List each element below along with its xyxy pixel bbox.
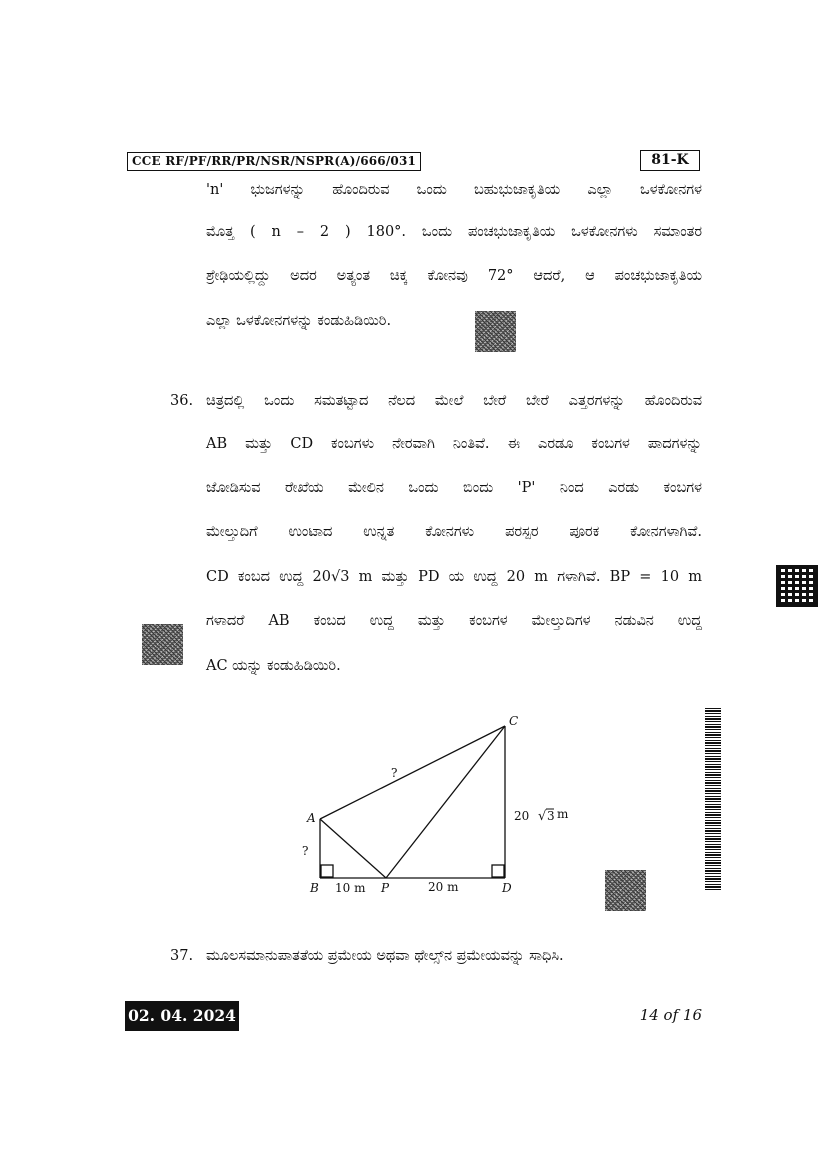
right-angle-marker-b	[321, 865, 333, 877]
q36-line-7: AC ಯನ್ನು ಕಂಡುಹಿಡಿಯಿರಿ.	[206, 658, 341, 674]
barcode	[705, 707, 721, 890]
line-ap	[320, 819, 386, 878]
cd-length-radicand: 3	[547, 809, 555, 823]
qr-code	[776, 565, 818, 607]
q36-line-2: AB ಮತ್ತು CD ಕಂಬಗಳು ನೇರವಾಗಿ ನಿಂತಿವೆ. ಈ ಎರಡೂ ಕಂಬಗಳ ಪಾದಗಳನ್ನು	[206, 436, 702, 452]
q35-line-4: ಎಲ್ಲಾ ಒಳಕೋನಗಳನ್ನು ಕಂಡುಹಿಡಿಯಿರಿ.	[206, 313, 392, 329]
ab-unknown-label: ?	[302, 844, 309, 858]
exam-date: 02. 04. 2024	[125, 1001, 239, 1031]
ac-unknown-label: ?	[391, 766, 398, 780]
bp-length-label: 10 m	[335, 881, 366, 895]
scan-noise-patch	[475, 311, 516, 352]
point-d-label: D	[502, 881, 512, 895]
exam-code: CCE RF/PF/RR/PR/NSR/NSPR(A)/666/031	[127, 152, 421, 171]
point-a-label: A	[307, 811, 316, 825]
cd-length-unit: m	[557, 807, 569, 821]
q35-line-2: ಮೊತ್ತ ( n – 2 ) 180°. ಒಂದು ಪಂಚಭುಜಾಕೃತಿಯ ಒಳಕೋನಗಳು ಸಮಾಂತರ	[206, 224, 702, 240]
q35-line-1: 'n' ಭುಜಗಳನ್ನು ಹೊಂದಿರುವ ಒಂದು ಬಹುಭುಜಾಕೃತಿಯ ಎಲ್ಲಾ ಒಳಕೋನಗಳ	[206, 182, 702, 198]
q36-line-1: ಚಿತ್ರದಲ್ಲಿ ಒಂದು ಸಮತಟ್ಟಾದ ನೆಲದ ಮೇಲೆ ಬೇರೆ ಬೇರೆ ಎತ್ತರಗಳನ್ನು ಹೊಂದಿರುವ	[206, 393, 702, 409]
scan-noise-patch	[605, 870, 646, 911]
point-p-label: P	[381, 881, 390, 895]
cd-length-number: 20	[514, 809, 530, 823]
line-ac	[320, 726, 505, 819]
right-angle-marker-d	[492, 865, 504, 877]
page-number: 14 of 16	[639, 1006, 702, 1024]
question-37-text: ಮೂಲಸಮಾನುಪಾತತೆಯ ಪ್ರಮೇಯ ಅಥವಾ ಥೇಲ್ಸ್‌ನ ಪ್ರಮೇಯವನ್ನು ಸಾಧಿಸಿ.	[206, 948, 564, 964]
q36-line-4: ಮೇಲ್ತುದಿಗೆ ಉಂಟಾದ ಉನ್ನತ ಕೋನಗಳು ಪರಸ್ಪರ ಪೂರಕ ಕೋನಗಳಾಗಿವೆ.	[206, 524, 702, 540]
question-36-number: 36.	[170, 393, 194, 409]
q36-line-6: ಗಳಾದರೆ AB ಕಂಬದ ಉದ್ದ ಮತ್ತು ಕಂಬಗಳ ಮೇಲ್ತುದಿಗಳ ನಡುವಿನ ಉದ್ದ	[206, 613, 702, 629]
q36-line-3: ಜೋಡಿಸುವ ರೇಖೆಯ ಮೇಲಿನ ಒಂದು ಬಿಂದು 'P' ನಿಂದ ಎರಡು ಕಂಬಗಳ	[206, 480, 702, 496]
paper-code: 81-K	[640, 150, 700, 171]
pd-length-label: 20 m	[428, 880, 459, 894]
poles-figure	[290, 705, 590, 900]
point-c-label: C	[509, 714, 519, 728]
line-pc	[386, 726, 505, 878]
sqrt-symbol: √	[538, 809, 547, 824]
question-37-number: 37.	[170, 948, 194, 964]
scan-noise-patch	[142, 624, 183, 665]
q36-line-5: CD ಕಂಬದ ಉದ್ದ 20√3 m ಮತ್ತು PD ಯ ಉದ್ದ 20 m ಗಳಾಗಿವೆ. BP = 10 m	[206, 569, 702, 585]
point-b-label: B	[310, 881, 319, 895]
q35-line-3: ಶ್ರೇಢಿಯಲ್ಲಿದ್ದು ಅದರ ಅತ್ಯಂತ ಚಿಕ್ಕ ಕೋನವು 72° ಆದರೆ, ಆ ಪಂಚಭುಜಾಕೃತಿಯ	[206, 268, 702, 284]
